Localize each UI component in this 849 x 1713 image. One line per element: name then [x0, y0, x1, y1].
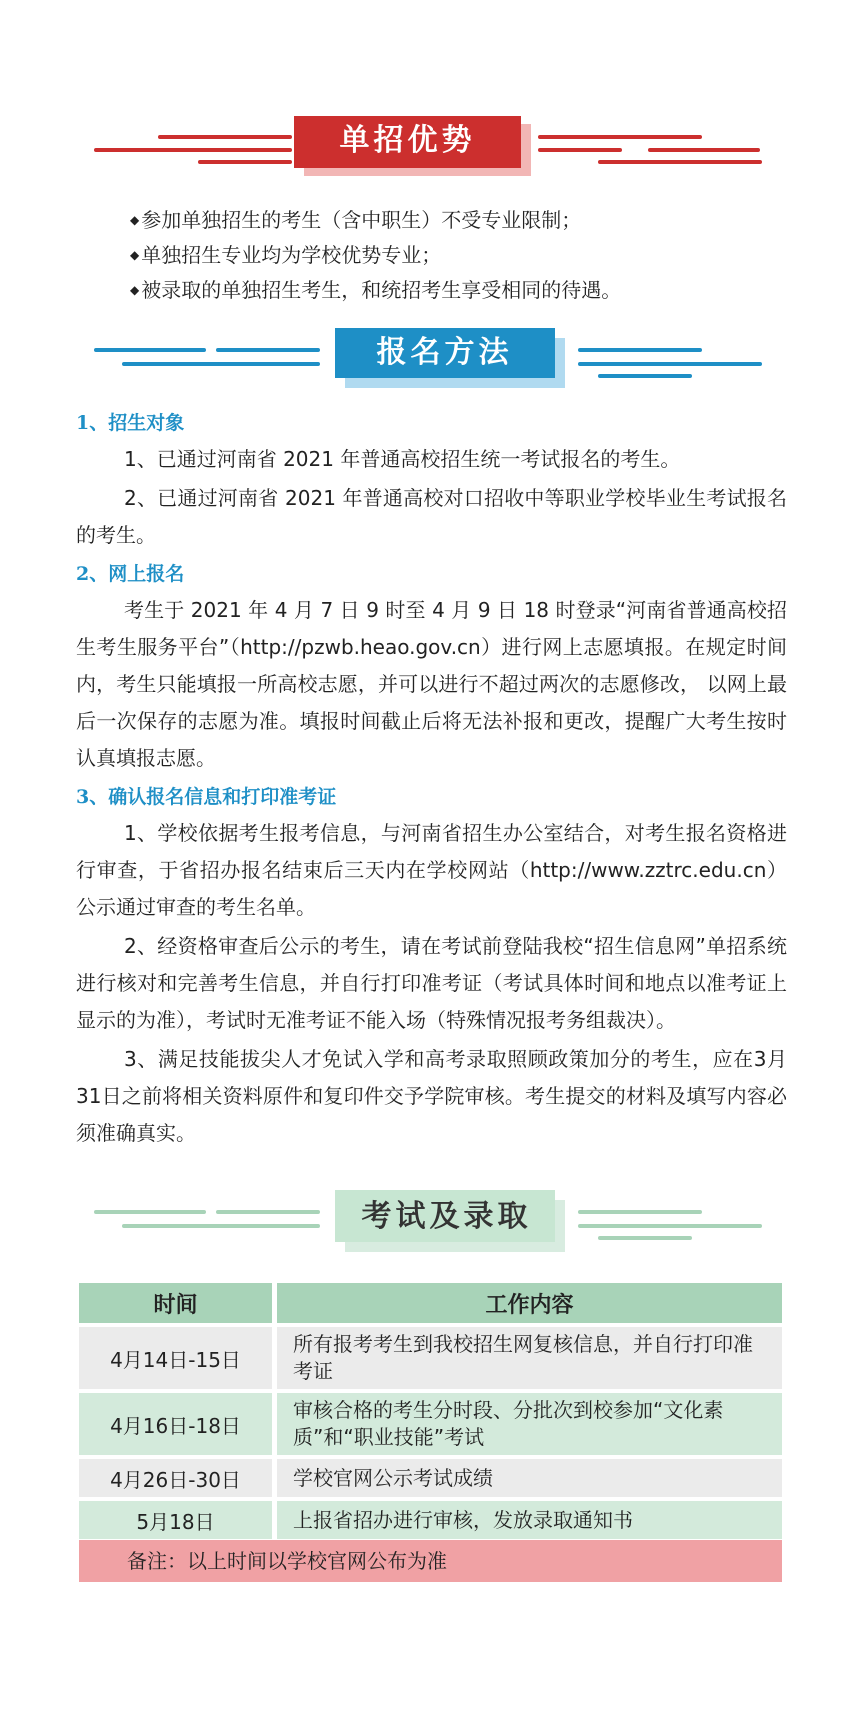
table-row [79, 1327, 782, 1389]
table-row [79, 1459, 782, 1497]
table-row [79, 1501, 782, 1539]
paragraph: 2、已通过河南省 2021 年普通高校对口招收中等职业学校毕业生考试报名的考生。 [76, 486, 787, 547]
column-header-content: 工作内容 [277, 1283, 782, 1323]
time-cell: 4月16日-18日 [79, 1393, 277, 1455]
diamond-bullet-icon: ◆ [130, 213, 140, 227]
section-heading: 1、招生对象 [76, 412, 185, 434]
advantages-list [130, 204, 621, 309]
content-cell: 学校官网公示考试成绩 [277, 1459, 782, 1497]
paragraph: 1、已通过河南省 2021 年普通高校招生统一考试报名的考生。 [124, 447, 681, 471]
content-cell: 上报省招办进行审核，发放录取通知书 [277, 1501, 782, 1539]
diamond-bullet-icon: ◆ [130, 283, 140, 297]
column-header-time: 时间 [79, 1283, 277, 1323]
diamond-bullet-icon: ◆ [130, 248, 140, 262]
section-heading: 3、确认报名信息和打印准考证 [76, 786, 337, 808]
exam-banner [0, 1188, 849, 1258]
exam-schedule-table [79, 1283, 782, 1543]
registration-banner [0, 326, 849, 396]
paragraph: 2、经资格审查后公示的考生，请在考试前登陆我校“招生信息网”单招系统进行核对和完善考生信息，并自行打印准考证（考试具体时间和地点以准考证上显示的为准），考试时无准考证不能入场（特殊情况报考务组裁决）。 [76, 934, 787, 1032]
table-header-row [79, 1283, 782, 1323]
content-cell: 所有报考考生到我校招生网复核信息，并自行打印准考证 [277, 1327, 782, 1389]
advantages-title: 单招优势 [339, 123, 476, 158]
table-row [79, 1393, 782, 1455]
time-cell: 4月14日-15日 [79, 1327, 277, 1389]
registration-content [76, 405, 787, 1154]
exam-title: 考试及录取 [361, 1199, 532, 1234]
advantages-banner [0, 112, 849, 182]
remark-note: 备注：以上时间以学校官网公布为准 [79, 1540, 782, 1582]
paragraph: 考生于 2021 年 4 月 7 日 9 时至 4 月 9 日 18 时登录“河南省普通高校招生考生服务平台”（http://pzwb.heao.gov.cn）进行网上志愿填报。在规定时间内，考生只能填报一所高校志愿，并可以进行不超过两次的志愿修改， 以网上最后一次保存的志愿为准。填报时间截止后将无法补报和更改，提醒广大考生按时认真填报志愿。 [76, 598, 787, 770]
time-cell: 5月18日 [79, 1501, 277, 1539]
time-cell: 4月26日-30日 [79, 1459, 277, 1497]
list-item: ◆ 被录取的单独招生考生，和统招考生享受相同的待遇。 [130, 278, 622, 302]
registration-title: 报名方法 [376, 335, 513, 370]
list-item: ◆ 单独招生专业均为学校优势专业； [130, 243, 442, 267]
paragraph: 1、学校依据考生报考信息，与河南省招生办公室结合，对考生报名资格进行审查，于省招办报名结束后三天内在学校网站（http://www.zztrc.edu.cn）公示通过审查的考生名单。 [76, 821, 787, 919]
content-cell: 审核合格的考生分时段、分批次到校参加“文化素质”和“职业技能”考试 [277, 1393, 782, 1455]
list-item: ◆ 参加单独招生的考生（含中职生）不受专业限制； [130, 208, 582, 232]
paragraph: 3、满足技能拔尖人才免试入学和高考录取照顾政策加分的考生，应在3月31日之前将相关资料原件和复印件交予学院审核。考生提交的材料及填写内容必须准确真实。 [76, 1047, 787, 1145]
section-heading: 2、网上报名 [76, 563, 185, 585]
